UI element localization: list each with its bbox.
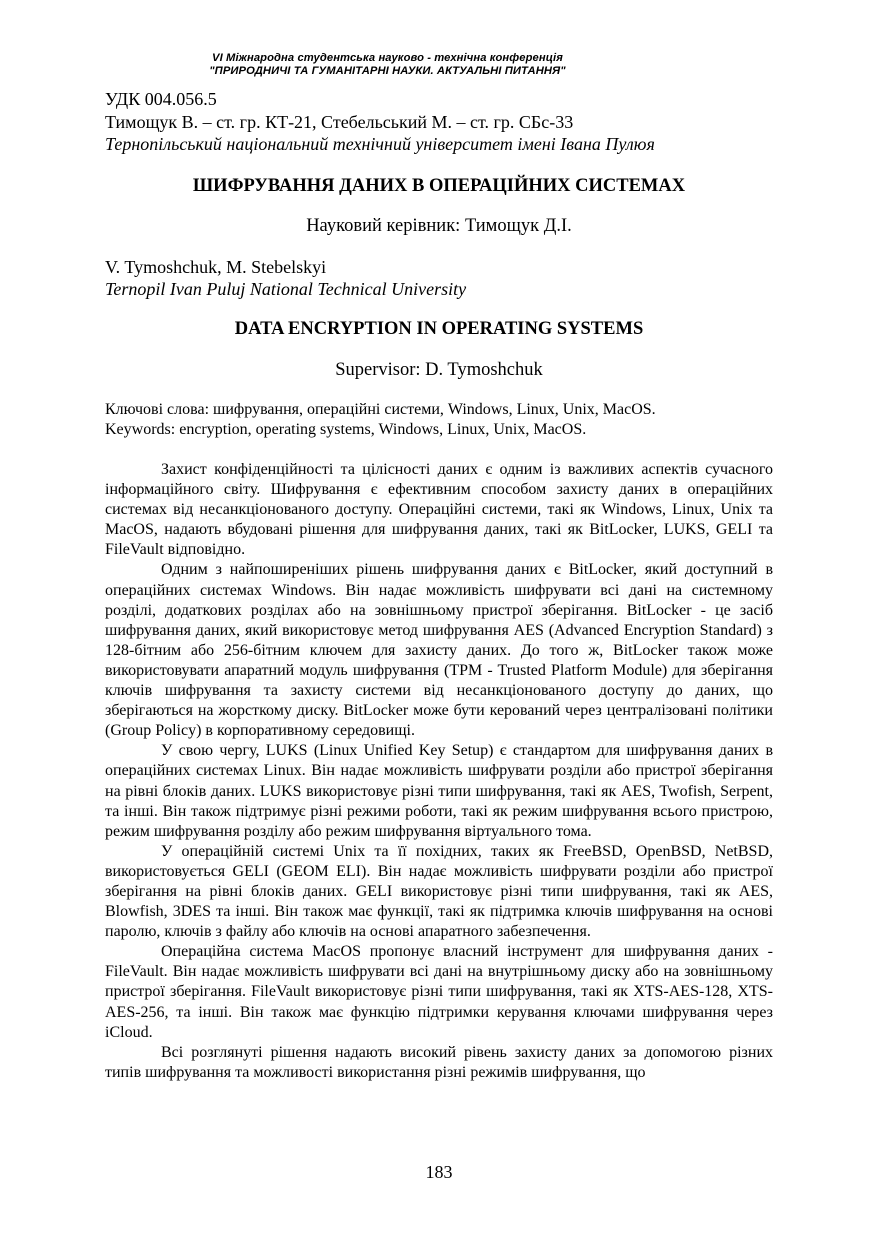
- paragraph: Захист конфіденційності та цілісності даних є одним із важливих аспектів сучасного інформаційного світу. Шифрування є ефективним способом захисту даних в операційних системах від несанкціонованого доступу. Операційні системи, такі як Windows, Linux, Unix та MacOS, надають вбудовані рішення для шифрування даних, такі як BitLocker, LUKS, GELI та FileVault відповідно.: [105, 461, 773, 559]
- authors-ua: Тимощук В. – ст. гр. КТ-21, Стебельський М. – ст. гр. СБс-33: [105, 112, 574, 132]
- paper-title-en: DATA ENCRYPTION IN OPERATING SYSTEMS: [234, 319, 644, 339]
- body-text: [105, 460, 773, 1083]
- conference-topic: "ПРИРОДНИЧІ ТА ГУМАНІТАРНІ НАУКИ. АКТУАЛЬНІ ПИТАННЯ": [209, 65, 566, 77]
- paragraph: У свою чергу, LUKS (Linux Unified Key Setup) є стандартом для шифрування даних в операційних системах Linux. Він надає можливість шифрувати розділи або пристрої зберігання на рівні блоків даних. LUKS використовує різні типи шифрування, такі як AES, Twofish, Serpent, та інші. Він також підтримує різні режими роботи, такі як режим шифрування всього пристрою, режим шифрування розділу або режим шифрування віртуального тома.: [105, 742, 773, 840]
- page-number: 183: [425, 1162, 453, 1182]
- affiliation-ua: Тернопільський національний технічний університет імені Івана Пулюя: [105, 134, 655, 154]
- udc-code: УДК 004.056.5: [105, 89, 217, 109]
- keywords-ua: Ключові слова: шифрування, операційні системи, Windows, Linux, Unix, MacOS.: [105, 401, 656, 418]
- paragraph: Одним з найпоширеніших рішень шифрування даних є BitLocker, який доступний в операційних системах Windows. Він надає можливість шифрувати всі дані на системному розділі, додаткових розділах або на зовнішньому пристрої зберігання. BitLocker - це засіб шифрування даних, який використовує метод шифрування AES (Advanced Encryption Standard) з 128-бітним або 256-бітним ключем для захисту даних. До того ж, BitLocker також може використовувати апаратний модуль шифрування (TPM - Trusted Platform Module) для зберігання ключів шифрування та захисту системи від несанкціонованого доступу до даних, що зберігаються на жорсткому диску. BitLocker може бути керований через централізовані політики (Group Policy) в корпоративному середовищі.: [105, 561, 773, 740]
- affiliation-en: Ternopil Ivan Puluj National Technical University: [105, 279, 467, 299]
- keywords-en: Keywords: encryption, operating systems, Windows, Linux, Unix, MacOS.: [105, 421, 587, 438]
- conference-header: [0, 52, 775, 78]
- conference-name: VI Міжнародна студентська науково - технічна конференція: [212, 52, 563, 64]
- authors-en: V. Tymoshchuk, M. Stebelskyi: [105, 257, 327, 277]
- paragraph: Операційна система MacOS пропонує власний інструмент для шифрування даних - FileVault. Він надає можливість шифрувати всі дані на внутрішньому диску або на зовнішньому пристрої зберігання. FileVault використовує різні типи шифрування, такі як XTS-AES-128, XTS-AES-256, та інші. Він також має функцію підтримки керування ключами шифрування через iCloud.: [105, 943, 773, 1041]
- supervisor-en: Supervisor: D. Tymoshchuk: [335, 360, 543, 380]
- supervisor-ua: Науковий керівник: Тимощук Д.І.: [306, 216, 572, 236]
- paragraph: Всі розглянуті рішення надають високий рівень захисту даних за допомогою різних типів шифрування та можливості використання різні режимів шифрування, що: [105, 1043, 773, 1081]
- paper-title-ua: ШИФРУВАННЯ ДАНИХ В ОПЕРАЦІЙНИХ СИСТЕМАХ: [192, 176, 686, 196]
- paragraph: У операційній системі Unix та її похідних, таких як FreeBSD, OpenBSD, NetBSD, використовується GELI (GEOM ELI). Він надає можливість шифрувати розділи або пристрої зберігання на рівні блоків даних. GELI використовує різні типи шифрування, такі як AES, Blowfish, 3DES та інші. Він також має функції, такі як підтримка ключів шифрування на основі паролю, ключів з файлу або ключів на основі апаратного забезпечення.: [105, 842, 773, 941]
